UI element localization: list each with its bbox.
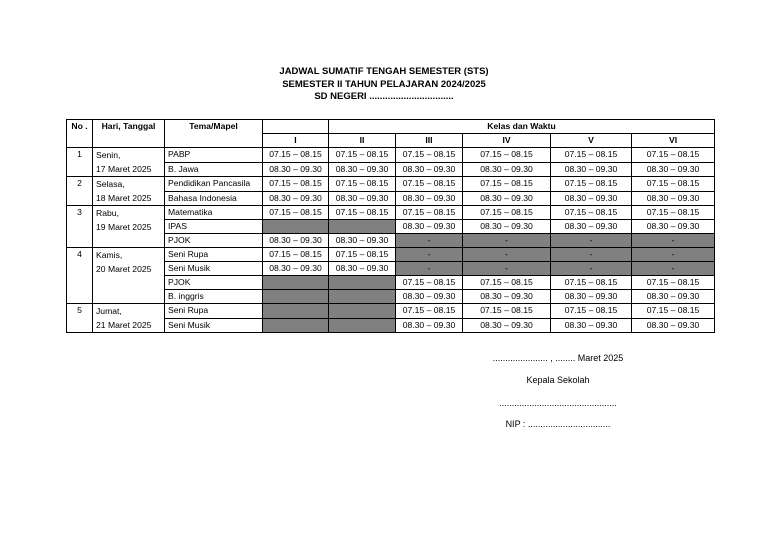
time-cell: 08.30 – 09.30 <box>551 162 632 177</box>
time-cell: 08.30 – 09.30 <box>632 191 715 206</box>
subject-cell: B. inggris <box>165 290 263 304</box>
time-cell: 07.15 – 08.15 <box>551 177 632 192</box>
empty-grey-cell <box>329 276 396 290</box>
time-cell: 08.30 – 09.30 <box>329 262 396 276</box>
time-cell: 07.15 – 08.15 <box>396 206 463 220</box>
time-cell: 07.15 – 08.15 <box>551 304 632 319</box>
time-cell: 08.30 – 09.30 <box>396 290 463 304</box>
empty-grey-cell <box>329 220 396 234</box>
day-date: 17 Maret 2025 <box>96 164 152 174</box>
column-header-kelas: Kelas dan Waktu <box>329 120 715 134</box>
time-cell: 08.30 – 09.30 <box>463 162 551 177</box>
table-row <box>67 234 715 248</box>
time-cell: 08.30 – 09.30 <box>396 162 463 177</box>
time-cell: 07.15 – 08.15 <box>632 276 715 290</box>
school-name: SD NEGERI ................................ <box>314 91 454 102</box>
time-cell: - <box>632 234 715 248</box>
time-cell: 07.15 – 08.15 <box>551 276 632 290</box>
time-cell: 07.15 – 08.15 <box>463 304 551 319</box>
day-name: Jumat, <box>96 306 122 316</box>
empty-grey-cell <box>329 304 396 319</box>
table-row <box>67 318 715 333</box>
day-date-cell <box>93 206 165 248</box>
time-cell: 08.30 – 09.30 <box>551 318 632 333</box>
time-cell: 07.15 – 08.15 <box>396 148 463 163</box>
empty-grey-cell <box>263 220 329 234</box>
time-cell: 08.30 – 09.30 <box>632 220 715 234</box>
subject-cell: PJOK <box>165 276 263 290</box>
time-cell: - <box>632 248 715 262</box>
header-blank-cell <box>263 120 329 134</box>
day-date-cell <box>93 148 165 177</box>
subject-cell: PJOK <box>165 234 263 248</box>
subject-cell: B. Jawa <box>165 162 263 177</box>
table-row <box>67 206 715 220</box>
time-cell: 07.15 – 08.15 <box>463 276 551 290</box>
time-cell: - <box>463 248 551 262</box>
column-header-no: No . <box>67 120 93 148</box>
time-cell: 07.15 – 08.15 <box>551 206 632 220</box>
class-header: V <box>551 134 632 148</box>
time-cell: 07.15 – 08.15 <box>632 206 715 220</box>
time-cell: 07.15 – 08.15 <box>396 304 463 319</box>
time-cell: 07.15 – 08.15 <box>463 177 551 192</box>
time-cell: - <box>551 262 632 276</box>
time-cell: 08.30 – 09.30 <box>463 220 551 234</box>
time-cell: 07.15 – 08.15 <box>396 177 463 192</box>
document-header <box>0 66 768 104</box>
time-cell: 08.30 – 09.30 <box>551 220 632 234</box>
time-cell: - <box>463 262 551 276</box>
day-number: 2 <box>67 177 93 206</box>
day-date: 19 Maret 2025 <box>96 222 152 232</box>
empty-grey-cell <box>263 276 329 290</box>
empty-grey-cell <box>263 304 329 319</box>
document-title: JADWAL SUMATIF TENGAH SEMESTER (STS) <box>279 66 489 77</box>
day-date-cell <box>93 177 165 206</box>
time-cell: 08.30 – 09.30 <box>632 162 715 177</box>
day-date: 21 Maret 2025 <box>96 320 152 330</box>
day-number: 4 <box>67 248 93 304</box>
table-row <box>67 262 715 276</box>
column-header-tema: Tema/Mapel <box>165 120 263 148</box>
day-name: Rabu, <box>96 208 119 218</box>
time-cell: 08.30 – 09.30 <box>396 191 463 206</box>
day-number: 5 <box>67 304 93 333</box>
signature-name-line: ............................................... <box>499 398 617 408</box>
time-cell: - <box>632 262 715 276</box>
time-cell: 08.30 – 09.30 <box>463 191 551 206</box>
document-subtitle: SEMESTER II TAHUN PELAJARAN 2024/2025 <box>282 78 486 90</box>
time-cell: 07.15 – 08.15 <box>329 148 396 163</box>
time-cell: 08.30 – 09.30 <box>329 191 396 206</box>
time-cell: 08.30 – 09.30 <box>463 290 551 304</box>
time-cell: 08.30 – 09.30 <box>263 262 329 276</box>
day-name: Selasa, <box>96 179 125 189</box>
time-cell: - <box>551 234 632 248</box>
table-row <box>67 290 715 304</box>
time-cell: 07.15 – 08.15 <box>551 148 632 163</box>
time-cell: 07.15 – 08.15 <box>463 148 551 163</box>
time-cell: 08.30 – 09.30 <box>263 191 329 206</box>
time-cell: 07.15 – 08.15 <box>263 248 329 262</box>
day-date: 18 Maret 2025 <box>96 193 152 203</box>
subject-cell: Bahasa Indonesia <box>165 191 263 206</box>
time-cell: 07.15 – 08.15 <box>329 206 396 220</box>
time-cell: 08.30 – 09.30 <box>551 191 632 206</box>
column-header-hari: Hari, Tanggal <box>93 120 165 148</box>
time-cell: 08.30 – 09.30 <box>551 290 632 304</box>
schedule-body <box>67 148 715 333</box>
time-cell: 07.15 – 08.15 <box>263 148 329 163</box>
day-date: 20 Maret 2025 <box>96 264 152 274</box>
time-cell: 07.15 – 08.15 <box>329 248 396 262</box>
signature-role: Kepala Sekolah <box>526 375 590 385</box>
day-date-cell <box>93 248 165 304</box>
table-row <box>67 177 715 192</box>
time-cell: 08.30 – 09.30 <box>263 162 329 177</box>
table-row <box>67 248 715 262</box>
time-cell: 07.15 – 08.15 <box>329 177 396 192</box>
time-cell: - <box>396 234 463 248</box>
class-header: VI <box>632 134 715 148</box>
time-cell: - <box>551 248 632 262</box>
time-cell: 08.30 – 09.30 <box>263 234 329 248</box>
time-cell: 08.30 – 09.30 <box>396 220 463 234</box>
subject-cell: Seni Musik <box>165 262 263 276</box>
time-cell: 07.15 – 08.15 <box>632 304 715 319</box>
subject-cell: Seni Musik <box>165 318 263 333</box>
time-cell: - <box>463 234 551 248</box>
subject-cell: IPAS <box>165 220 263 234</box>
table-row <box>67 220 715 234</box>
time-cell: 08.30 – 09.30 <box>329 162 396 177</box>
time-cell: 07.15 – 08.15 <box>632 177 715 192</box>
day-date-cell <box>93 304 165 333</box>
subject-cell: Seni Rupa <box>165 248 263 262</box>
subject-cell: Pendidikan Pancasila <box>165 177 263 192</box>
schedule-table <box>66 119 715 333</box>
time-cell: 08.30 – 09.30 <box>632 318 715 333</box>
time-cell: 07.15 – 08.15 <box>396 276 463 290</box>
time-cell: 08.30 – 09.30 <box>396 318 463 333</box>
day-number: 1 <box>67 148 93 177</box>
table-row <box>67 191 715 206</box>
time-cell: 07.15 – 08.15 <box>263 177 329 192</box>
time-cell: - <box>396 248 463 262</box>
time-cell: 08.30 – 09.30 <box>329 234 396 248</box>
time-cell: - <box>396 262 463 276</box>
empty-grey-cell <box>263 318 329 333</box>
empty-grey-cell <box>329 318 396 333</box>
time-cell: 08.30 – 09.30 <box>632 290 715 304</box>
time-cell: 07.15 – 08.15 <box>463 206 551 220</box>
subject-cell: Seni Rupa <box>165 304 263 319</box>
empty-grey-cell <box>329 290 396 304</box>
header-row <box>67 120 715 134</box>
time-cell: 07.15 – 08.15 <box>263 206 329 220</box>
class-header: IV <box>463 134 551 148</box>
day-name: Kamis, <box>96 250 123 260</box>
day-name: Senin, <box>96 150 121 160</box>
time-cell: 07.15 – 08.15 <box>632 148 715 163</box>
table-row <box>67 162 715 177</box>
time-cell: 08.30 – 09.30 <box>463 318 551 333</box>
signature-nip: NIP : ................................. <box>505 419 611 429</box>
signature-place-date: ...................... , ........ Maret 2025 <box>492 353 624 363</box>
class-header: I <box>263 134 329 148</box>
table-row <box>67 148 715 163</box>
table-row <box>67 276 715 290</box>
class-header: II <box>329 134 396 148</box>
empty-grey-cell <box>263 290 329 304</box>
class-header: III <box>396 134 463 148</box>
subject-cell: Matematika <box>165 206 263 220</box>
table-row <box>67 304 715 319</box>
day-number: 3 <box>67 206 93 248</box>
subject-cell: PABP <box>165 148 263 163</box>
